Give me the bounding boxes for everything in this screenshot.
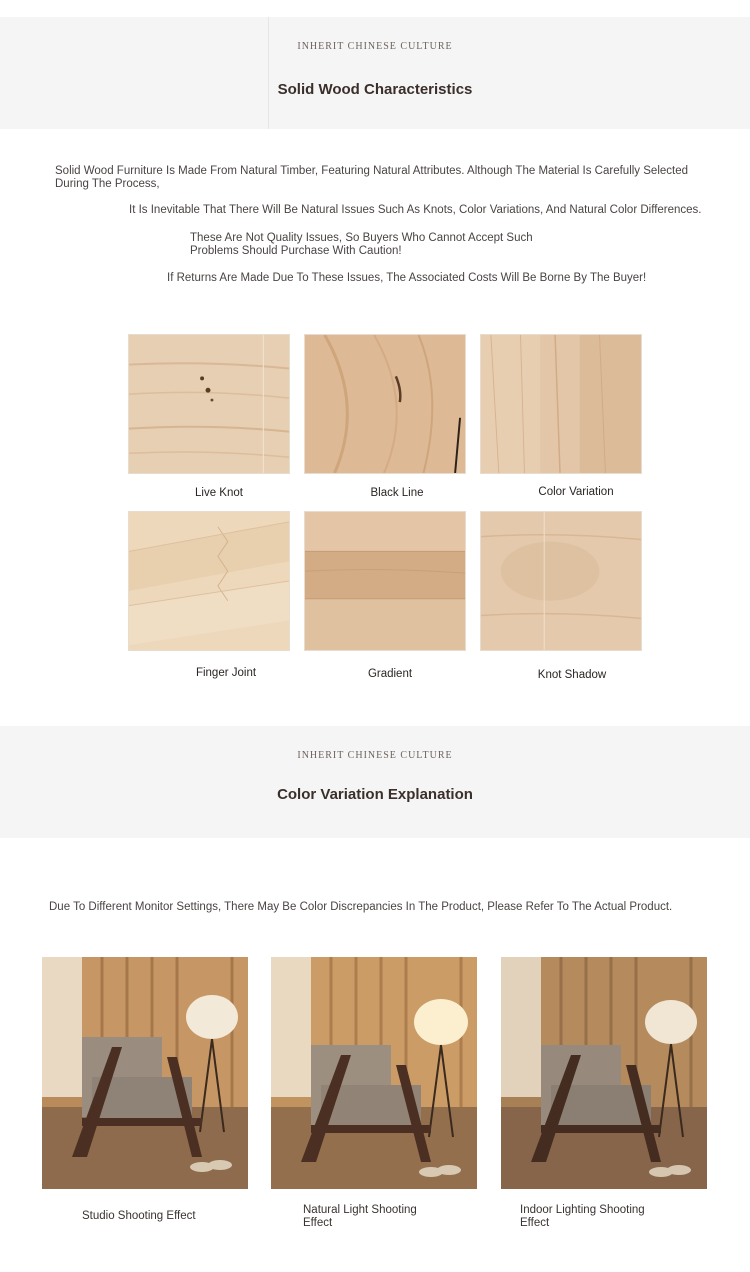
photo-label: Studio Shooting Effect bbox=[82, 1210, 196, 1222]
monitor-disclaimer: Due To Different Monitor Settings, There May Be Color Discrepancies In The Product, Please Refer To The Actual Product. bbox=[49, 901, 673, 913]
swatch-label: Color Variation bbox=[538, 486, 614, 498]
divider bbox=[268, 17, 269, 129]
swatch-black-line bbox=[304, 334, 466, 474]
swatch-label: Black Line bbox=[370, 487, 424, 499]
section-eyebrow: INHERIT CHINESE CULTURE bbox=[297, 41, 453, 52]
swatch-label: Knot Shadow bbox=[537, 669, 607, 681]
photo-natural-light bbox=[271, 957, 477, 1189]
swatch-finger-joint bbox=[128, 511, 290, 651]
note-line-4: If Returns Are Made Due To These Issues, The Associated Costs Will Be Borne By The Buyer! bbox=[167, 272, 647, 284]
swatch-label: Finger Joint bbox=[195, 667, 257, 679]
swatch-label: Live Knot bbox=[195, 487, 243, 499]
note-line-2: It Is Inevitable That There Will Be Natural Issues Such As Knots, Color Variations, And Natural Color Differences. bbox=[129, 204, 702, 216]
photo-indoor-lighting bbox=[501, 957, 707, 1189]
swatch-knot-shadow bbox=[480, 511, 642, 651]
photo-studio bbox=[42, 957, 248, 1189]
swatch-label: Gradient bbox=[367, 668, 413, 680]
swatch-live-knot bbox=[128, 334, 290, 474]
photo-label: Natural Light Shooting Effect bbox=[303, 1204, 417, 1229]
photo-label: Indoor Lighting Shooting Effect bbox=[520, 1204, 645, 1229]
swatch-gradient bbox=[304, 511, 466, 651]
section-header-solid-wood bbox=[0, 17, 750, 129]
swatch-color-variation bbox=[480, 334, 642, 474]
section-header-color-variation bbox=[0, 726, 750, 838]
note-line-1: Solid Wood Furniture Is Made From Natural Timber, Featuring Natural Attributes. Although The Material Is Carefully Selected During The Process, bbox=[55, 165, 689, 190]
section-title: Color Variation Explanation bbox=[277, 786, 473, 803]
section-title: Solid Wood Characteristics bbox=[277, 81, 473, 98]
section-eyebrow: INHERIT CHINESE CULTURE bbox=[297, 750, 453, 761]
note-line-3: These Are Not Quality Issues, So Buyers Who Cannot Accept Such Problems Should Purchase With Caution! bbox=[190, 232, 533, 257]
